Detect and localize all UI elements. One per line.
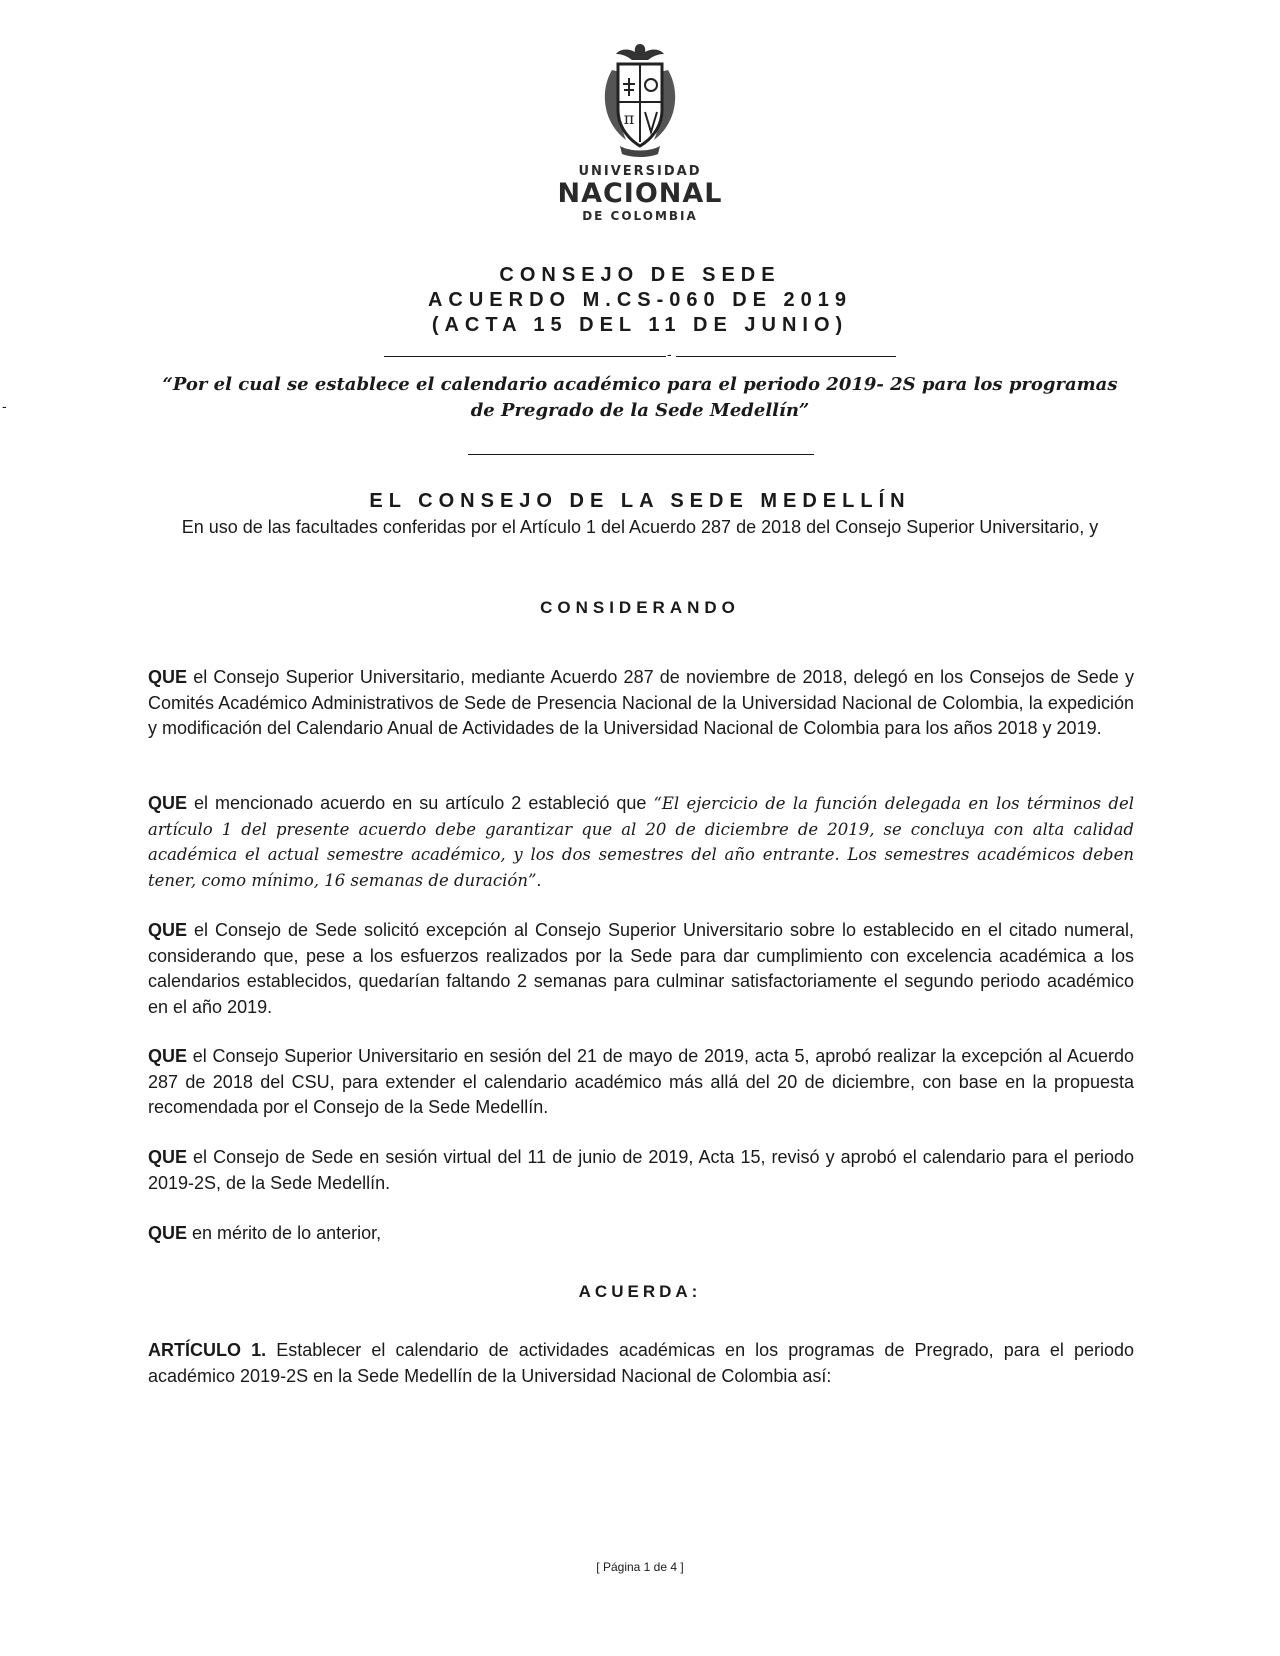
paragraph-tail: . (536, 869, 542, 890)
paragraph-text: el Consejo de Sede solicitó excepción al Consejo Superior Universitario sobre lo establecido en el citado numeral, considerando que, pese a los esfuerzos realizados por la Sede para dar cumplimiento con excelencia académica a los calendarios establecidos, quedarían faltando 2 semanas para culminar satisfactoriamente el segundo periodo académico en el año 2019. (148, 920, 1134, 1017)
paragraph-lead: QUE (148, 920, 188, 940)
svg-text:π: π (623, 109, 635, 128)
header-acta: (ACTA 15 DEL 11 DE JUNIO) (431, 314, 849, 336)
separator-rule-left (384, 356, 666, 357)
logo-line-de-colombia: DE COLOMBIA (582, 209, 698, 223)
paragraph-lead: QUE (148, 667, 188, 687)
paragraph-2 (148, 791, 1134, 893)
separator-rule-right (676, 356, 896, 357)
paragraph-text: el Consejo de Sede en sesión virtual del 11 de junio de 2019, Acta 15, revisó y aprobó el calendario para el periodo 2019-2S, de la Sede Medellín. (148, 1147, 1134, 1193)
article-text: Establecer el calendario de actividades académicas en los programas de Pregrado, para el periodo académico 2019-2S en la Sede Medellín de la Universidad Nacional de Colombia así: (148, 1340, 1134, 1386)
paragraph-text: el mencionado acuerdo en su artículo 2 estableció que (187, 793, 654, 813)
paragraph-text: en mérito de lo anterior, (187, 1223, 382, 1243)
paragraph-lead: QUE (148, 1223, 188, 1243)
council-heading: EL CONSEJO DE LA SEDE MEDELLÍN (369, 490, 911, 512)
page-number: [ Página 1 de 4 ] (596, 1560, 684, 1574)
article-lead: ARTÍCULO 1. (148, 1340, 267, 1360)
university-crest-icon (590, 40, 690, 158)
article-1 (148, 1338, 1134, 1389)
paragraph-6 (148, 1221, 1134, 1247)
header-consejo: CONSEJO DE SEDE (499, 264, 781, 286)
paragraph-1 (148, 665, 1134, 742)
paragraph-5 (148, 1145, 1134, 1196)
logo-line-universidad: UNIVERSIDAD (578, 164, 702, 179)
university-logo (0, 40, 1280, 223)
document-title: “Por el cual se establece el calendario académico para el periodo 2019- 2S para los programas de Pregrado de la Sede Medellín” (162, 374, 1118, 421)
logo-line-nacional: NACIONAL (557, 178, 723, 209)
paragraph-quote: “El ejercicio de la función delegada en los términos del artículo 1 del presente acuerdo debe garantizar que al 20 de diciembre de 2019, se concluya con alta calidad académica el actual semestre académico, y los dos semestres del año entrante. Los semestres académicos deben tener, como mínimo, 16 semanas de duración” (148, 794, 1134, 890)
acuerda-heading: ACUERDA: (578, 1282, 702, 1301)
separator-dash: - (667, 346, 672, 362)
title-underline (468, 454, 814, 455)
paragraph-lead: QUE (148, 1147, 188, 1167)
header-acuerdo-number: ACUERDO M.CS-060 DE 2019 (427, 289, 853, 311)
margin-mark: - (2, 398, 7, 414)
paragraph-lead: QUE (148, 1046, 188, 1066)
paragraph-4 (148, 1044, 1134, 1121)
paragraph-3 (148, 918, 1134, 1020)
considerando-heading: CONSIDERANDO (540, 598, 740, 617)
faculties-text: En uso de las facultades conferidas por el Artículo 1 del Acuerdo 287 de 2018 del Consejo Superior Universitario, y (181, 517, 1099, 537)
paragraph-lead: QUE (148, 793, 188, 813)
paragraph-text: el Consejo Superior Universitario en sesión del 21 de mayo de 2019, acta 5, aprobó realizar la excepción al Acuerdo 287 de 2018 del CSU, para extender el calendario académico más allá del 20 de diciembre, con base en la propuesta recomendada por el Consejo de la Sede Medellín. (148, 1046, 1134, 1117)
paragraph-text: el Consejo Superior Universitario, mediante Acuerdo 287 de noviembre de 2018, delegó en los Consejos de Sede y Comités Académico Administrativos de Sede de Presencia Nacional de la Universidad Nacional de Colombia, la expedición y modificación del Calendario Anual de Actividades de la Universidad Nacional de Colombia para los años 2018 y 2019. (148, 667, 1134, 738)
